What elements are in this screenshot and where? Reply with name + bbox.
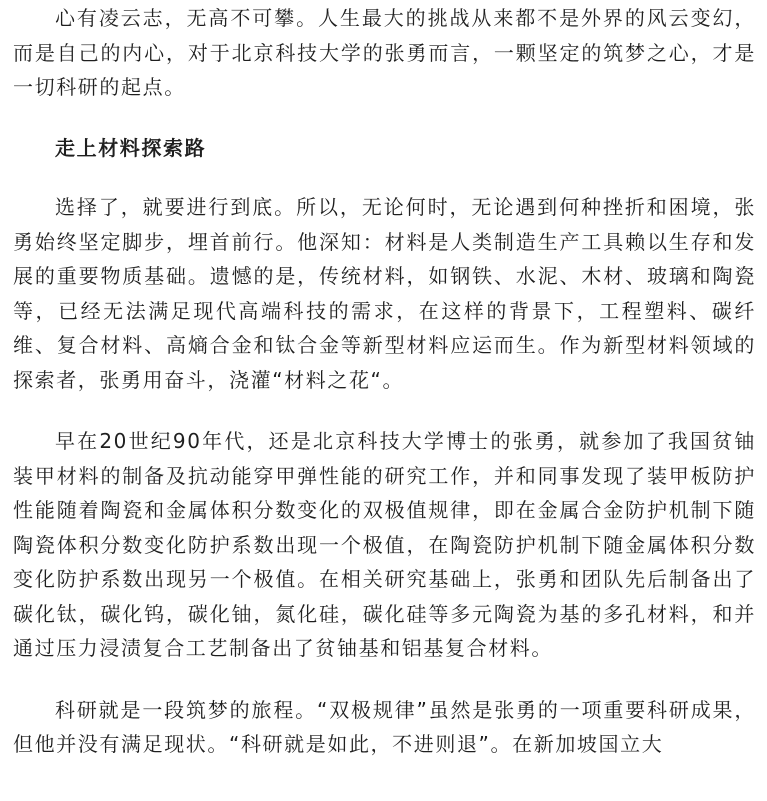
paragraph-materials: 选择了，就要进行到底。所以，无论何时，无论遇到何种挫折和困境，张勇始终坚定脚步，埋首前行。他深知：材料是人类制造生产工具赖以生存和发展的重要物质基础。遗憾的是，传统材料，如钢铁、水泥、木材、玻璃和陶瓷等，已经无法满足现代高端科技的需求，在这样的背景下，工程塑料、碳纤维、复合材料、高熵合金和钛合金等新型材料应运而生。作为新型材料领域的探索者，张勇用奋斗，浇灌“材料之花“。 — [13, 195, 756, 392]
section-heading: 走上材料探索路 — [55, 135, 207, 160]
paragraph-research-history: 早在20世纪90年代，还是北京科技大学博士的张勇，就参加了我国贫铀装甲材料的制备及抗动能穿甲弹性能的研究工作，并和同事发现了装甲板防护性能随着陶瓷和金属体积分数变化的双极值规律，即在金属合金防护机制下随陶瓷体积分数变化防护系数出现一个极值，在陶瓷防护机制下随金属体积分数变化防护系数出现另一个极值。在相关研究基础上，张勇和团队先后制备出了碳化钛，碳化钨，碳化铀，氮化硅，碳化硅等多元陶瓷为基的多孔材料，和并通过压力浸渍复合工艺制备出了贫铀基和铝基复合材料。 — [13, 429, 756, 660]
paragraph-research-journey: 科研就是一段筑梦的旅程。“双极规律”虽然是张勇的一项重要科研成果，但他并没有满足现状。“科研就是如此，不进则退”。在新加坡国立大 — [13, 697, 756, 756]
article-body — [0, 1, 767, 801]
intro-paragraph: 心有凌云志，无高不可攀。人生最大的挑战从来都不是外界的风云变幻，而是自己的内心，对于北京科技大学的张勇而言，一颗坚定的筑梦之心，才是一切科研的起点。 — [13, 6, 756, 99]
